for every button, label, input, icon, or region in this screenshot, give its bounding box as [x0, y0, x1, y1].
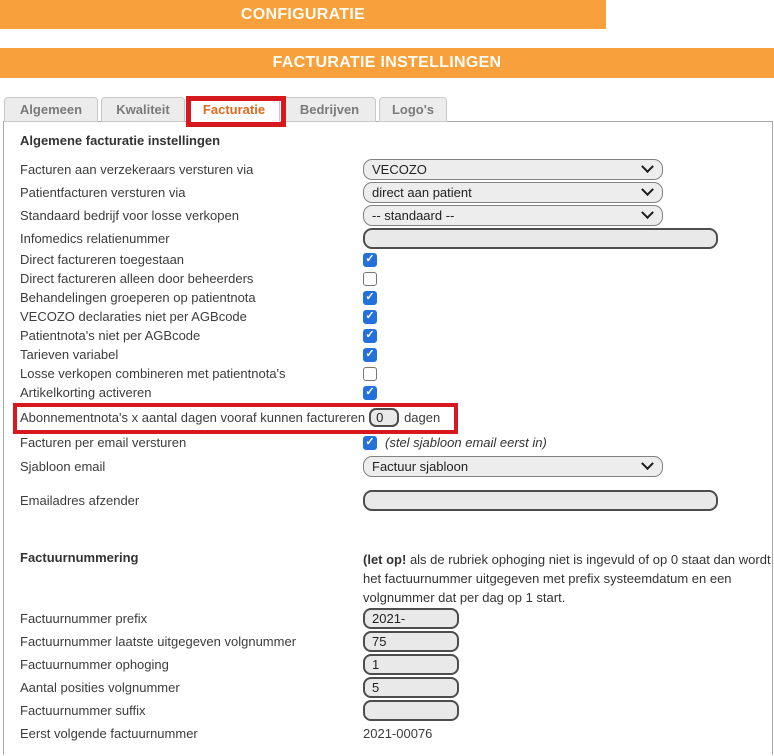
- form-row: [20, 326, 772, 345]
- header-spacer: [0, 29, 774, 48]
- form-row: [20, 455, 772, 478]
- form-row: [20, 630, 772, 653]
- email-versturen-checkbox[interactable]: [363, 436, 377, 450]
- field-suffix: dagen: [404, 410, 441, 425]
- field-label: Direct factureren toegestaan: [20, 252, 185, 267]
- select-value: direct aan patient: [372, 185, 472, 200]
- tab-facturatie[interactable]: [188, 97, 280, 122]
- form-row: [20, 433, 772, 452]
- form-row: [20, 158, 772, 181]
- field-label: Behandelingen groeperen op patientnota: [20, 290, 256, 305]
- patientfacturen-versturen-select[interactable]: [363, 182, 663, 203]
- field-label: Factuurnummer ophoging: [20, 657, 169, 672]
- facturatie-settings-panel: [3, 121, 773, 755]
- field-label: Aantal posities volgnummer: [20, 680, 180, 695]
- aantal-posities-input[interactable]: [363, 677, 459, 698]
- form-row: [20, 345, 772, 364]
- factuurnummering-note: [363, 550, 772, 607]
- note-text: als de rubriek ophoging niet is ingevuld of op 0 staat dan wordt het factuurnummer uitgegeven met prefix systeemdatum en een volgnummer dat per dag op 1 start.: [363, 552, 771, 605]
- section-title: FACTURATIE INSTELLINGEN: [272, 54, 502, 71]
- tab-bedrijven[interactable]: [283, 97, 376, 122]
- form-row: [20, 607, 772, 630]
- page-title: CONFIGURATIE: [240, 5, 366, 23]
- infomedics-relatienummer-input[interactable]: [363, 228, 718, 249]
- page-title-bar: [0, 0, 606, 29]
- field-label: Losse verkopen combineren met patientnota's: [20, 366, 286, 381]
- field-label: Facturen aan verzekeraars versturen via: [20, 162, 254, 177]
- form-row: [20, 699, 772, 722]
- abonnement-dagen-input[interactable]: [369, 408, 399, 427]
- tab-label: Facturatie: [202, 102, 266, 117]
- tab-label: Algemeen: [19, 102, 83, 117]
- field-label: Patientfacturen versturen via: [20, 185, 186, 200]
- losse-verkopen-checkbox[interactable]: [363, 367, 377, 381]
- eerst-volgende-factuurnummer-value: 2021-00076: [363, 726, 433, 741]
- field-label: Infomedics relatienummer: [20, 231, 170, 246]
- tab-algemeen[interactable]: [4, 97, 98, 122]
- factuurnummer-prefix-input[interactable]: [363, 608, 459, 629]
- chevron-down-icon: [641, 160, 654, 173]
- ophoging-input[interactable]: [363, 654, 459, 675]
- email-checkbox-note: (stel sjabloon email eerst in): [385, 435, 547, 450]
- alleen-beheerders-checkbox[interactable]: [363, 272, 377, 286]
- tab-bar: [0, 97, 774, 122]
- form-row: [20, 227, 772, 250]
- standaard-bedrijf-select[interactable]: [363, 205, 663, 226]
- sjabloon-email-select[interactable]: [363, 456, 663, 477]
- select-value: Factuur sjabloon: [372, 459, 469, 474]
- form-row: [20, 288, 772, 307]
- field-label: Factuurnummer suffix: [20, 703, 146, 718]
- form-row: [20, 269, 772, 288]
- tab-label: Logo's: [391, 102, 435, 117]
- artikelkorting-checkbox[interactable]: [363, 386, 377, 400]
- chevron-down-icon: [641, 206, 654, 219]
- patientnota-agbcode-checkbox[interactable]: [363, 329, 377, 343]
- field-label: Sjabloon email: [20, 459, 106, 474]
- field-label: Patientnota's niet per AGBcode: [20, 328, 201, 343]
- section-title-bar: [0, 48, 774, 78]
- tab-label: Bedrijven: [299, 102, 360, 117]
- form-row: [20, 181, 772, 204]
- form-row: [20, 489, 772, 512]
- field-label: Factuurnummer prefix: [20, 611, 148, 626]
- groeperen-patientnota-checkbox[interactable]: [363, 291, 377, 305]
- form-row: [20, 653, 772, 676]
- field-label: Abonnementnota's x aantal dagen vooraf kunnen factureren: [20, 410, 366, 425]
- form-row: [20, 676, 772, 699]
- field-label: Emailadres afzender: [20, 493, 140, 508]
- form-row: [20, 383, 772, 402]
- chevron-down-icon: [641, 457, 654, 470]
- field-label: VECOZO declaraties niet per AGBcode: [20, 309, 247, 324]
- form-row: [20, 722, 772, 745]
- tab-kwaliteit[interactable]: [101, 97, 185, 122]
- field-label: Tarieven variabel: [20, 347, 119, 362]
- factuurnummer-suffix-input[interactable]: [363, 700, 459, 721]
- form-row: [20, 307, 772, 326]
- verzekeraars-versturen-select[interactable]: [363, 159, 663, 180]
- abonnement-dagen-row: [20, 402, 772, 433]
- factuurnummering-section: [20, 550, 772, 607]
- emailadres-afzender-input[interactable]: [363, 490, 718, 511]
- select-value: -- standaard --: [372, 208, 455, 223]
- field-label: Facturen per email versturen: [20, 435, 187, 450]
- select-value: VECOZO: [372, 162, 427, 177]
- factuurnummering-heading: Factuurnummering: [20, 550, 139, 565]
- chevron-down-icon: [641, 183, 654, 196]
- note-emphasis: (let op!: [363, 552, 407, 567]
- direct-factureren-checkbox[interactable]: [363, 253, 377, 267]
- form-row: [20, 204, 772, 227]
- field-label: Factuurnummer laatste uitgegeven volgnummer: [20, 634, 297, 649]
- field-label: Eerst volgende factuurnummer: [20, 726, 198, 741]
- laatste-volgnummer-input[interactable]: [363, 631, 459, 652]
- vecozo-agbcode-checkbox[interactable]: [363, 310, 377, 324]
- tab-label: Kwaliteit: [116, 102, 170, 117]
- general-settings-heading: Algemene facturatie instellingen: [20, 133, 221, 148]
- field-label: Artikelkorting activeren: [20, 385, 152, 400]
- form-row: [20, 250, 772, 269]
- field-label: Direct factureren alleen door beheerders: [20, 271, 254, 286]
- field-label: Standaard bedrijf voor losse verkopen: [20, 208, 239, 223]
- form-row: [20, 364, 772, 383]
- tab-logos[interactable]: [379, 97, 447, 122]
- tarieven-variabel-checkbox[interactable]: [363, 348, 377, 362]
